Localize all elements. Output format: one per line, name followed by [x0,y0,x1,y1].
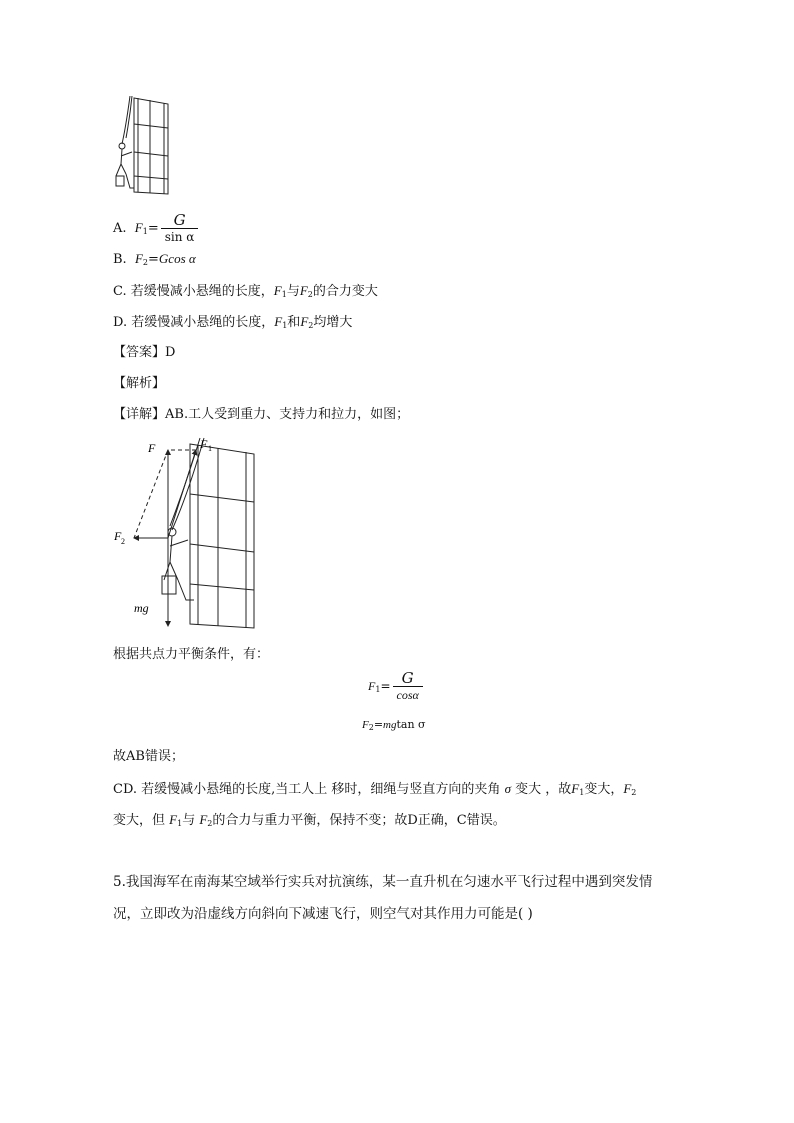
label-mg: mg [134,601,149,615]
cd-explanation-line1: CD. 若缓慢减小悬绳的长度,当工人上 移时，细绳与竖直方向的夹角 σ 变大 ，故$F_1$变大，$F_2$ [113,781,637,797]
option-c: C. 若缓慢减小悬绳的长度，$F_1$与$F_2$的合力变大 [113,283,378,299]
analysis-heading: 【解析】 [113,376,166,391]
answer-line: 【答案】D [113,345,176,360]
force-diagram-figure [108,434,258,630]
fraction-g-over-sin: $\frac{G}{\text{sin α}}$ [161,212,199,245]
option-d: D. 若缓慢减小悬绳的长度，$F_1$和$F_2$均增大 [113,314,353,330]
option-a: A. $F_1=$ $\frac{G}{\text{sin α}}$ [113,212,200,245]
equation-f1: $F_1=$ $\frac{G}{\cos\alpha}$ [368,670,425,703]
equation-f2: $F_2=mgtan$ σ [362,718,426,732]
label-F2-sub: 2 [121,537,125,546]
question-5-line2: 况，立即改为沿虚线方向斜向下减速飞行，则空气对其作用力可能是( ) [113,906,533,922]
detail-line: 【详解】AB.工人受到重力、支持力和拉力，如图； [113,407,410,422]
label-F1: F [200,437,208,451]
window-cleaner-figure-small [112,96,174,196]
conclusion-ab: 故AB错误； [113,749,184,764]
label-F2: F [114,529,122,543]
question-5-line1: 5.我国海军在南海某空域举行实兵对抗演练，某一直升机在匀速水平飞行过程中遇到突发情 [113,874,653,890]
cd-explanation-line2: 变大，但 $F_1$与 $F_2$的合力与重力平衡，保持不变；故D正确，C错误。 [113,812,506,828]
label-F: F [148,441,156,455]
fraction-g-over-cos: $\frac{G}{\cos\alpha}$ [393,670,423,703]
label-F1-sub: 1 [208,444,212,453]
equilibrium-line: 根据共点力平衡条件，有： [113,647,270,662]
option-b: B. $F_2=Gcos$ α [113,251,196,267]
